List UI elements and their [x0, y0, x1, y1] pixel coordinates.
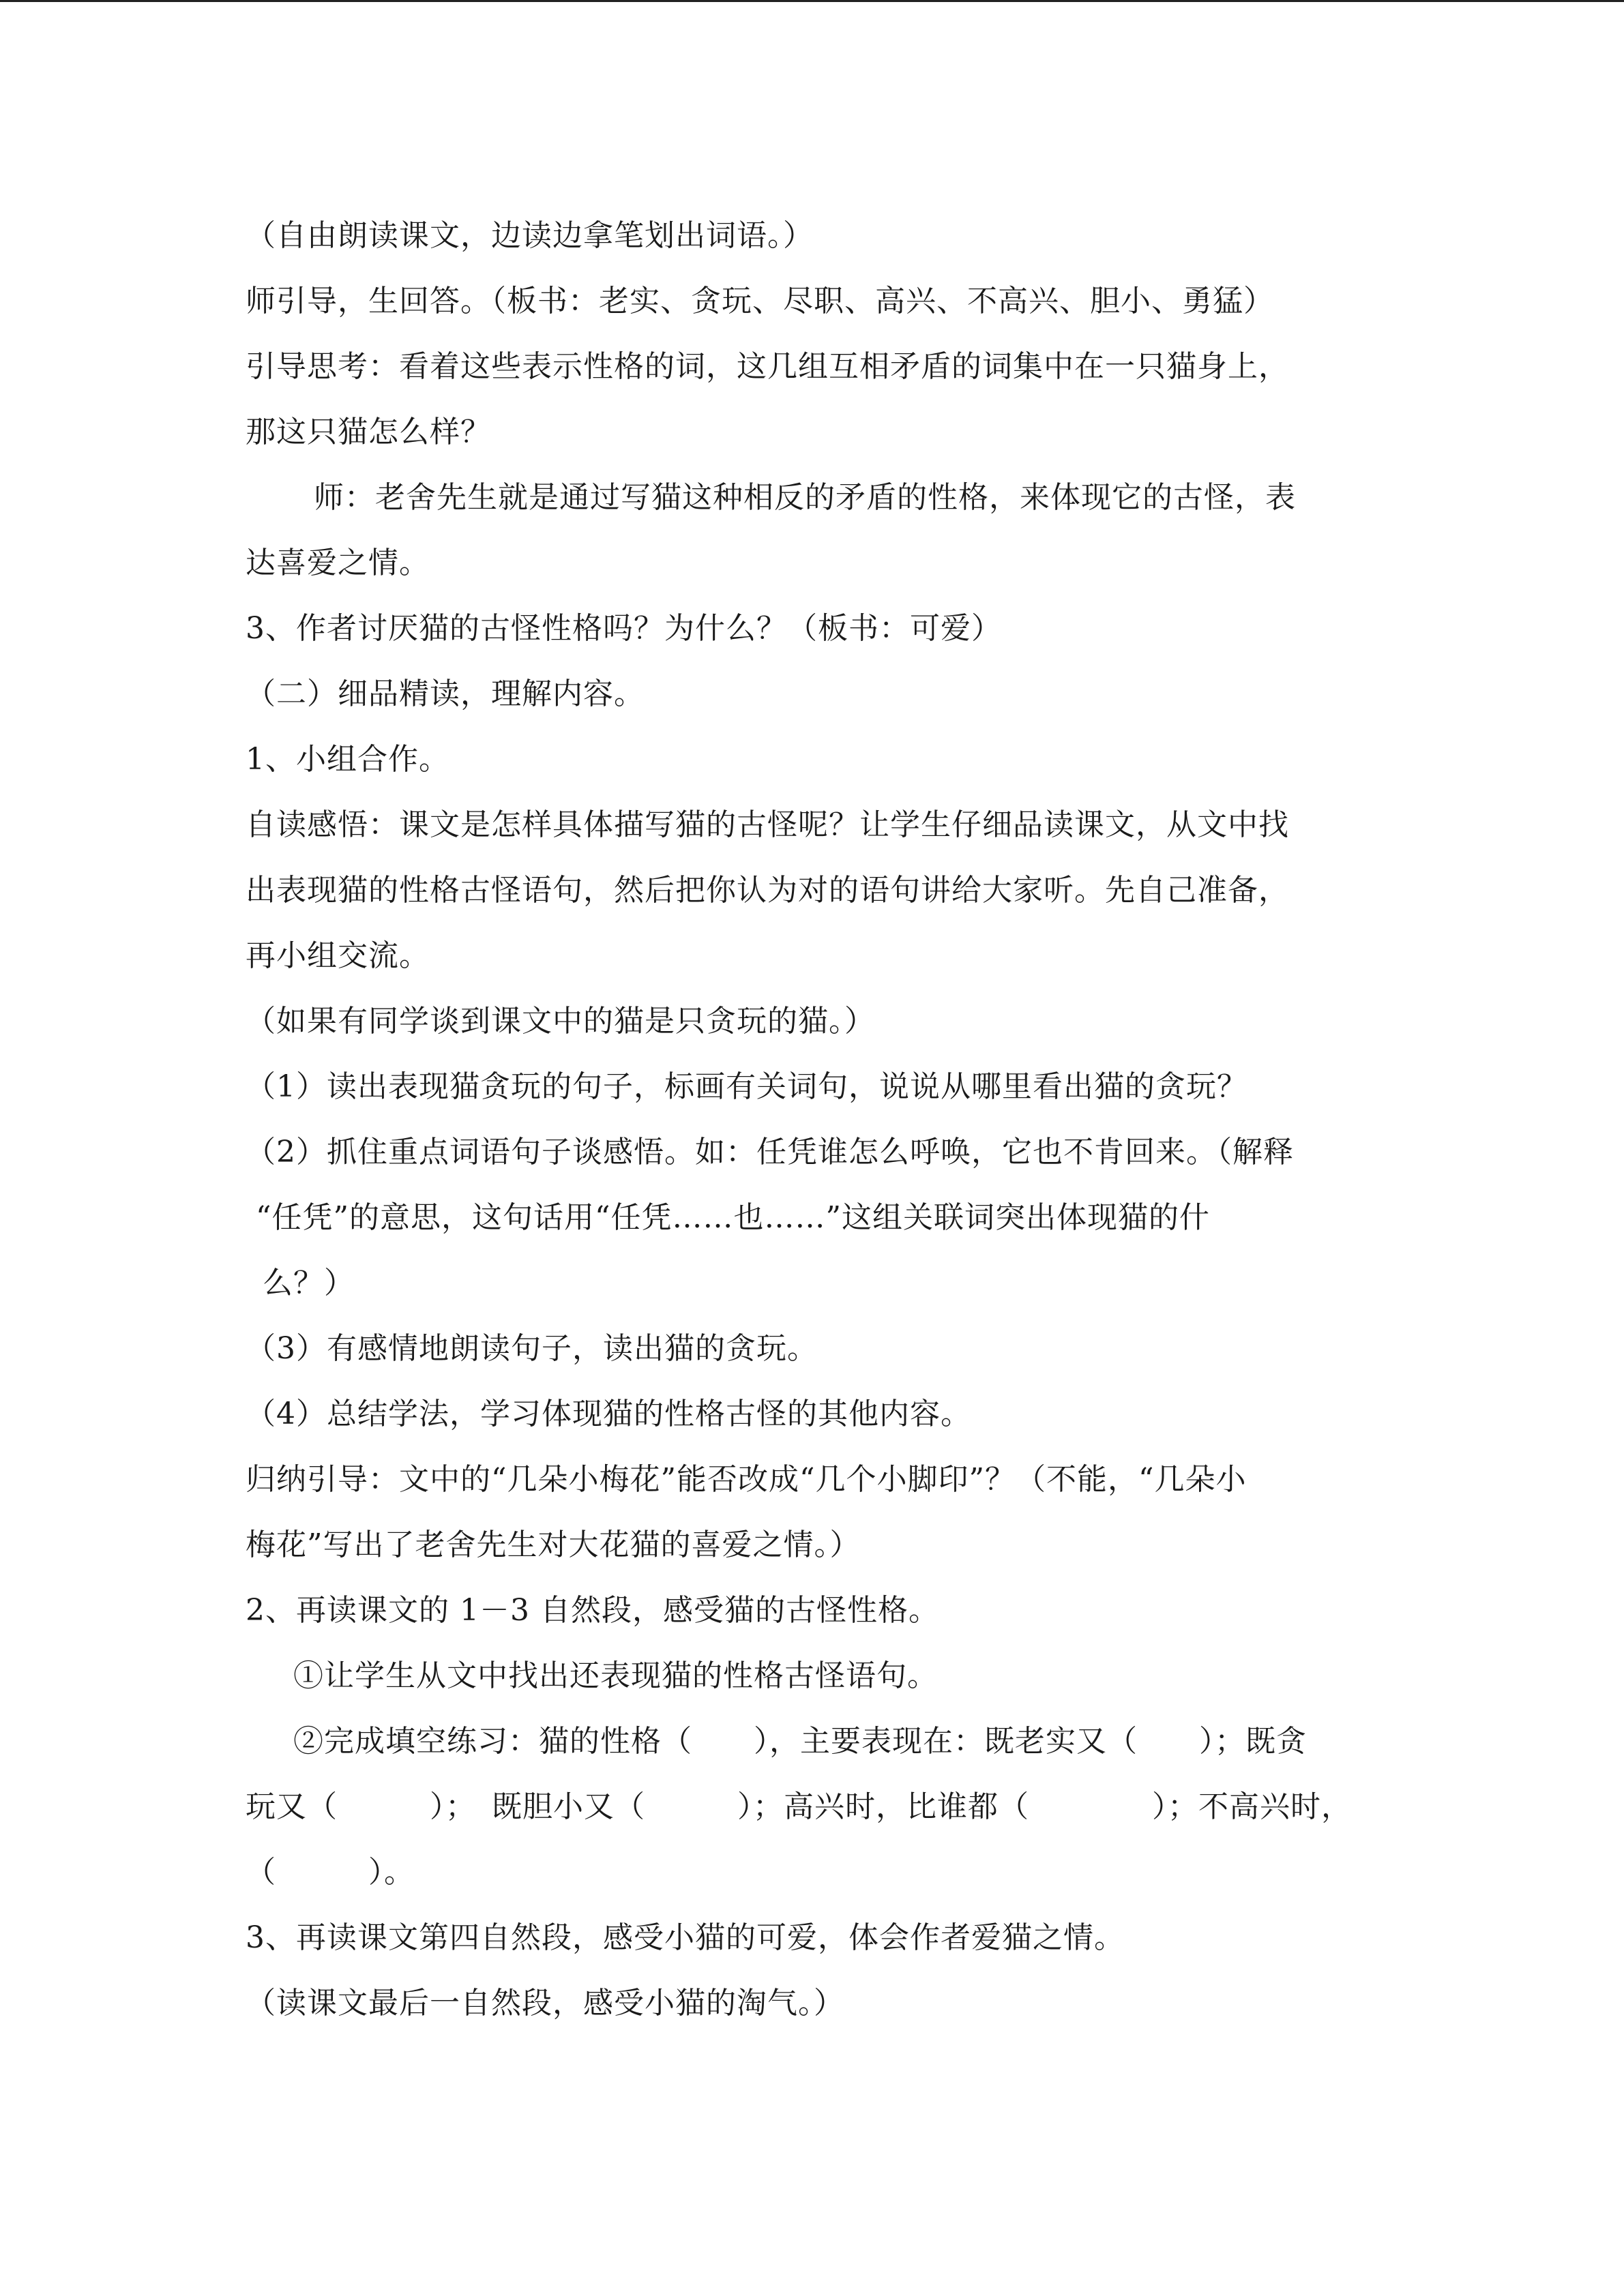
text-line-20: 归纳引导：文中的“几朵小梅花”能否改成“几个小脚印”？（不能，“几朵小: [246, 1462, 1247, 1497]
text-line-12: 再小组交流。: [246, 938, 430, 973]
text-line-9: 1、小组合作。: [246, 742, 449, 777]
text-line-3: 引导思考：看着这些表示性格的词，这几组互相矛盾的词集中在一只猫身上，: [246, 349, 1289, 384]
text-line-7: 3、作者讨厌猫的古怪性格吗？为什么？（板书：可爱）: [246, 611, 1002, 646]
text-line-22: 2、再读课文的 1－3 自然段，感受猫的古怪性格。: [246, 1593, 939, 1628]
text-line-17: 么？）: [263, 1266, 355, 1300]
text-line-19: （4）总结学法，学习体现猫的性格古怪的其他内容。: [246, 1397, 971, 1431]
text-line-13: （如果有同学谈到课文中的猫是只贪玩的猫。）: [246, 1004, 875, 1039]
text-line-14: （1）读出表现猫贪玩的句子，标画有关词句，说说从哪里看出猫的贪玩？: [246, 1069, 1247, 1104]
text-line-27: 3、再读课文第四自然段，感受小猫的可爱，体会作者爱猫之情。: [246, 1920, 1125, 1955]
text-line-1: （自由朗读课文，边读边拿笔划出词语。）: [246, 218, 814, 253]
text-line-11: 出表现猫的性格古怪语句，然后把你认为对的语句讲给大家听。先自己准备，: [246, 873, 1289, 908]
text-line-8: （二）细品精读，理解内容。: [246, 676, 645, 711]
text-line-23: ①让学生从文中找出还表现猫的性格古怪语句。: [293, 1658, 938, 1693]
text-line-15: （2）抓住重点词语句子谈感悟。如：任凭谁怎么呼唤，它也不肯回来。（解释: [246, 1135, 1294, 1169]
text-line-4: 那这只猫怎么样？: [246, 415, 491, 449]
text-line-25: 玩又（ ）； 既胆小又（ ）；高兴时，比谁都（ ）；不高兴时，: [246, 1789, 1352, 1824]
text-line-6: 达喜爱之情。: [246, 546, 430, 580]
text-line-5: 师：老舍先生就是通过写猫这种相反的矛盾的性格，来体现它的古怪，表: [314, 480, 1296, 515]
text-line-16: “任凭”的意思，这句话用“任凭……也……”这组关联词突出体现猫的什: [256, 1200, 1210, 1235]
text-line-24: ②完成填空练习：猫的性格（ ），主要表现在：既老实又（ ）；既贪: [293, 1724, 1307, 1759]
text-line-18: （3）有感情地朗读句子，读出猫的贪玩。: [246, 1331, 818, 1366]
text-line-2: 师引导，生回答。（板书：老实、贪玩、尽职、高兴、不高兴、胆小、勇猛）: [246, 284, 1274, 318]
text-line-10: 自读感悟：课文是怎样具体描写猫的古怪呢？让学生仔细品读课文，从文中找: [246, 807, 1289, 842]
text-line-26: （ ）。: [246, 1855, 415, 1890]
text-line-21: 梅花”写出了老舍先生对大花猫的喜爱之情。）: [246, 1527, 861, 1562]
text-line-28: （读课文最后一自然段，感受小猫的淘气。）: [246, 1986, 844, 2021]
